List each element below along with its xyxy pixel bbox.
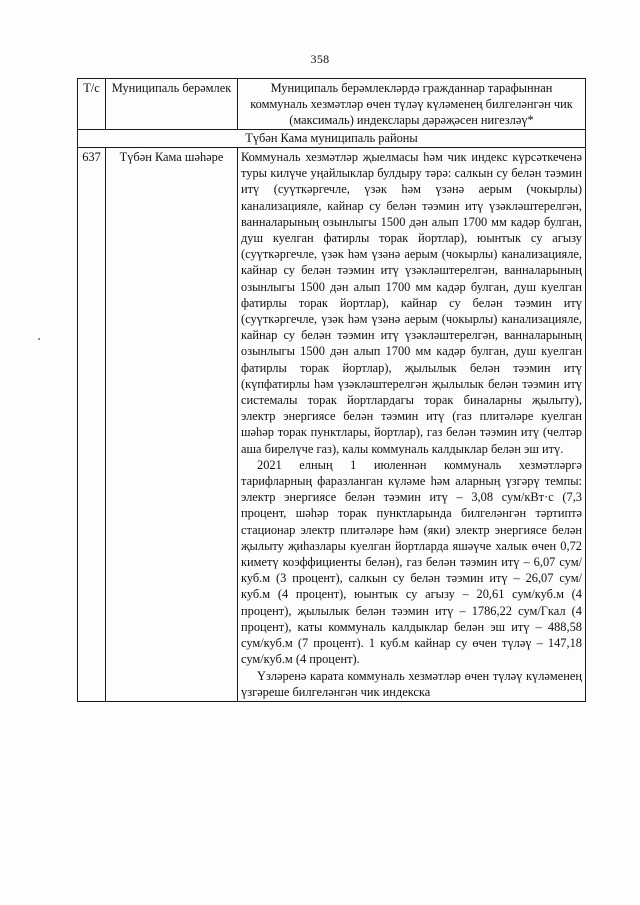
justification-paragraph-2: 2021 елның 1 июленнән коммуналь хезмәтләргә тарифларның фаразланган күләме һәм аларның үзгәрү темпы: электр энергиясе белән тәэмин итү – 3,08 сум/кВт·с (7,3 процент, шәһәр торак пунктларында билгеләнгән тәртиптә стационар электр плитәләре һәм (яки) электр энергиясе белән җылыту җиһазлары куелган йортларда яшәүче халык өчен 0,72 киметү коэффициенты белән), газ белән тәэмин итү – 6,07 сум/куб.м (3 процент), салкын су белән тәэмин итү – 26,07 сум/куб.м (4 процент), юынтык су агызу – 20,61 сум/куб.м (4 процент), җылылык белән тәэмин итү – 1786,22 сум/Гкал (4 процент), каты коммуналь калдыклар белән эш итү – 488,58 сум/куб.м (7 процент). 1 куб.м кайнар су өчен түләү – 147,18 сум/куб.м (4 процент). — [241, 457, 582, 667]
header-number: Т/с — [78, 79, 106, 130]
row-justification — [238, 148, 586, 702]
row-number: 637 — [78, 148, 106, 702]
row-municipality: Түбән Кама шәһәре — [106, 148, 238, 702]
header-municipality: Муниципаль берәмлек — [106, 79, 238, 130]
municipal-index-table — [77, 78, 586, 702]
header-indices: Муниципаль берәмлекләрдә гражданнар тарафыннан коммуналь хезмәтләр өчен түләү күләменең билгеләнгән чик (максималь) индекслары дәрәҗәсен нигезләү* — [238, 79, 586, 130]
scan-speck — [38, 338, 40, 340]
justification-paragraph-3: Үзләренә карата коммуналь хезмәтләр өчен түләү күләменең үзгәреше билгеләнгән чик индекска — [241, 668, 582, 699]
justification-paragraph-1: Коммуналь хезмәтләр җыелмасы һәм чик индекс күрсәткеченә туры килүче уңайлыклар булдыру тәрә: салкын су белән тәэмин итү (суүткәргечле, үзәк һәм үзәнә аерым (чокырлы) канализацияле, кайнар су белән тәэмин итү үзәкләштерелгән, ванналарының озынлыгы 1500 дән алып 1700 мм кадәр булган, душ куелган фатирлы торак йортлар), юынтык су агызу (суүткәргечле, үзәк һәм үзәнә аерым (чокырлы) канализацияле, кайнар су белән тәэмин итү үзәкләштерелгән, ванналарының озынлыгы 1500 дән алып 1700 мм кадәр булган, душ куелган фатирлы торак йортлар), кайнар су белән тәэмин итү (суүткәргечле, үзәк һәм үзәнә аерым (чокырлы) канализацияле, кайнар су белән тәэмин итү үзәкләштерелгән, ванналарының озынлыгы 1500 дән алып 1700 мм кадәр булган, душ куелган фатирлы торак йортлар), җылылык белән тәэмин итү (күпфатирлы һәм үзәкләштерелгән җылылык белән тәэмин итү системалы торак йортлардагы торак биналарны җылыту), электр энергиясе белән тәэмин итү (газ плитәләре куелган шәһәр торак пунктлары, йортлар), газ белән тәэмин итү (челтәр аша бирелүче газ), калы коммуналь калдыклар белән эш итү. — [241, 150, 582, 456]
page-number: 358 — [310, 52, 330, 66]
section-row — [78, 130, 586, 148]
table-row — [78, 148, 586, 702]
section-title: Түбән Кама муниципаль районы — [78, 130, 586, 148]
table-header-row — [78, 79, 586, 130]
